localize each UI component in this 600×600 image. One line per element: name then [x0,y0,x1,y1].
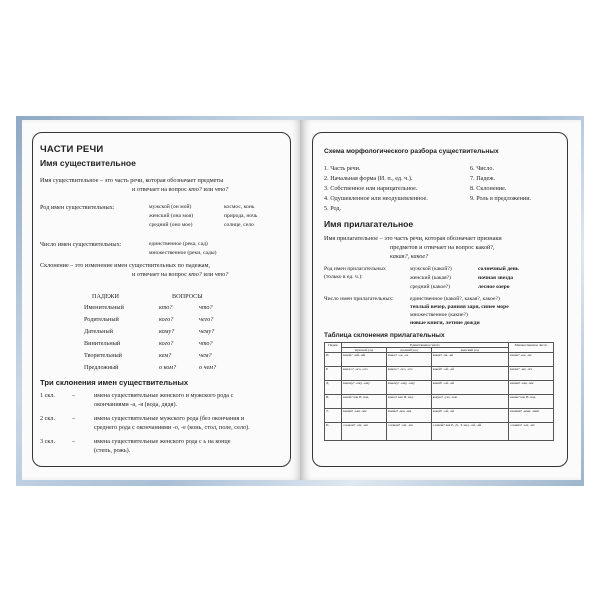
questions-header: ВОПРОСЫ [172,293,203,300]
table-cell: какие? -ые, -ие [509,353,554,367]
declension-dash: – [72,392,76,399]
scheme-item: 5. Род. [324,205,342,212]
case-question: кем? [159,352,172,359]
table-cell: какой? как И. над. [342,395,387,409]
gender-row: мужской (он мой) [149,204,192,210]
adj-gender-label: (только в ед. ч.): [324,274,363,280]
number-row: множественное (реки, сады) [149,250,217,256]
case-question: о ком? [159,364,177,371]
table-cell: какая? -ая, -яя [431,353,508,367]
table-row [325,395,554,409]
table-cell: какой? -ой, -ей [431,381,508,395]
gender-row: женский (она моя) [149,213,194,219]
table-cell: какое? -ое, -ее [386,353,431,367]
case-name: Предложный [84,364,119,371]
adj-gender-example: лесное озеро [478,284,510,290]
scheme-item: 7. Падеж. [470,175,496,182]
table-cell: какой? -ой, -ей [431,367,508,381]
declension-label: 3 скл. [40,438,56,445]
adj-gender-row: женский (какая?) [410,275,451,281]
gender-label: Род имен существительных: [40,204,115,211]
cases-header: ПАДЕЖИ [92,293,119,300]
noun-heading: Имя существительное [40,158,136,168]
case-name: Творительный [84,352,122,359]
table-cell: о какой? как Р., Д., Т. над. -ой, -ей [431,423,508,441]
case-question: кому? [159,328,175,335]
table-cell: какого? -ого, -его [386,367,431,381]
noun-definition-line2: и отвечает на вопрос кто? или что? [132,186,229,193]
table-row [325,353,554,367]
case-name: Родительный [84,316,119,323]
table-cell: какой? -ой, -ей [431,409,508,423]
declension-definition-line1: Склонение – это изменение имен существительных по падежам, [40,262,210,269]
table-row [325,409,554,423]
declension-text: среднего рода с окончаниями -о, -е (конь, стол, поле, село). [94,424,250,431]
gender-example: солнце, село [224,222,254,228]
table-cell: какую? -ую, -юю [431,395,508,409]
case-question: кто? [159,304,173,311]
three-declensions-heading: Три склонения имен существительных [40,378,189,387]
table-cell: о каких? -ых, -их [509,423,554,441]
table-cell: о каком? -ом, -ем [386,423,431,441]
adjective-definition-line1: Имя прилагательное – это часть речи, которая обозначает признаки [324,235,502,242]
adj-number-row: новые книги, летние дожди [410,320,480,326]
adj-gender-label: Род имен прилагательных [324,266,386,272]
adjective-heading: Имя прилагательное [324,219,414,229]
table-cell: каким? -ым, -им [342,409,387,423]
table-cell-case: И. [325,353,342,367]
declension-text: имена существительные мужского рода (без окончания и [94,415,245,422]
table-header-singular: Единственное число [342,343,509,348]
table-cell: какого? -ого, -его [342,367,387,381]
case-question: что? [199,340,213,347]
scheme-heading: Схема морфологического разбора существительных [324,148,499,155]
adj-gender-example: солнечный день [478,266,519,272]
table-header-masculine: мужской род [342,348,387,353]
table-title: Таблица склонения прилагательных [324,332,445,339]
table-row [325,381,554,395]
table-cell-case: Т. [325,409,342,423]
table-cell-case: Р. [325,367,342,381]
table-header-feminine: женский род [431,348,508,353]
table-cell: какой? -ый, -ий [342,353,387,367]
table-cell: каких? -ых, -их [509,367,554,381]
table-header-plural: Множественное число [509,343,554,353]
table-cell: о каком? -ом, -ем [342,423,387,441]
declension-label: 1 скл. [40,392,56,399]
case-name: Дательный [84,328,113,335]
table-cell: какие? как И. над. [509,395,554,409]
scheme-item: 9. Роль в предложении. [470,195,532,202]
table-header-case: Падеж [325,343,342,353]
declension-text: (степь, рожь). [94,447,131,454]
case-question: кого? [159,316,174,323]
table-cell: каким? -ым, -им [386,409,431,423]
adjective-definition-line3: какая?, какое? [390,253,429,260]
table-cell: какому? -ому, -ему [342,381,387,395]
table-cell: каким? -ым, -им [509,381,554,395]
number-label: Число имен существительных: [40,241,122,248]
table-row [325,423,554,441]
table-cell-case: П. [325,423,342,441]
scheme-item: 6. Число. [470,165,494,172]
case-question: кого? [159,340,174,347]
page-title: ЧАСТИ РЕЧИ [40,144,104,155]
adj-gender-row: мужской (какой?) [410,266,452,272]
scheme-item: 4. Одушевленное или неодушевленное. [324,195,428,202]
declension-dash: – [72,415,76,422]
table-row [325,367,554,381]
case-name: Винительный [84,340,121,347]
case-question: что? [199,304,213,311]
adj-number-row: множественное (какие?) [410,312,468,318]
declension-text: имена существительные женского и мужского рода с [94,392,234,399]
case-question: чему? [199,328,215,335]
gender-example: космос, конь [224,204,255,210]
table-header-neuter: средний род [386,348,431,353]
declension-definition-line2: и отвечает на вопрос кто? или что? [132,271,229,278]
number-row: единственное (река, сад) [149,241,208,247]
case-question: чего? [199,316,214,323]
declension-text: окончаниями -а, -я (вода, дядя). [94,401,178,408]
right-page [300,120,581,480]
adj-number-row: теплый вечер, ранняя заря, синее море [410,304,509,310]
declension-label: 2 скл. [40,415,56,422]
scheme-item: 8. Склонение. [470,185,507,192]
scheme-item: 1. Часть речи. [324,165,361,172]
left-page [22,120,303,480]
adj-gender-row: средний (какое?) [410,284,451,290]
table-cell-case: В. [325,395,342,409]
gender-example: природа, ночь [224,213,258,219]
adjective-definition-line2: предметов и отвечает на вопрос какой?, [390,244,495,251]
adj-number-row: единственное (какой?, какая?, какое?) [410,296,500,302]
scheme-item: 2. Начальная форма (И. п., ед. ч.). [324,175,413,182]
declension-text: имена существительные женского рода с ь на конце [94,438,231,445]
case-name: Именительный [84,304,124,311]
gender-row: средний (оно мое) [149,222,193,228]
adj-number-label: Число имен прилагательных: [324,296,394,302]
case-question: о чем? [199,364,217,371]
case-question: чем? [199,352,212,359]
table-cell: какое? как И. над. [386,395,431,409]
table-cell: какому? -ому, -ему [386,381,431,395]
declension-table [324,342,554,441]
noun-definition-line1: Имя существительное – это часть речи, которая обозначает предметы [40,177,224,184]
adj-gender-example: ночная звезда [478,275,513,281]
declension-dash: – [72,438,76,445]
table-cell: какими? -ыми, -ими [509,409,554,423]
scheme-item: 3. Собственное или нарицательное. [324,185,418,192]
table-cell-case: Д. [325,381,342,395]
